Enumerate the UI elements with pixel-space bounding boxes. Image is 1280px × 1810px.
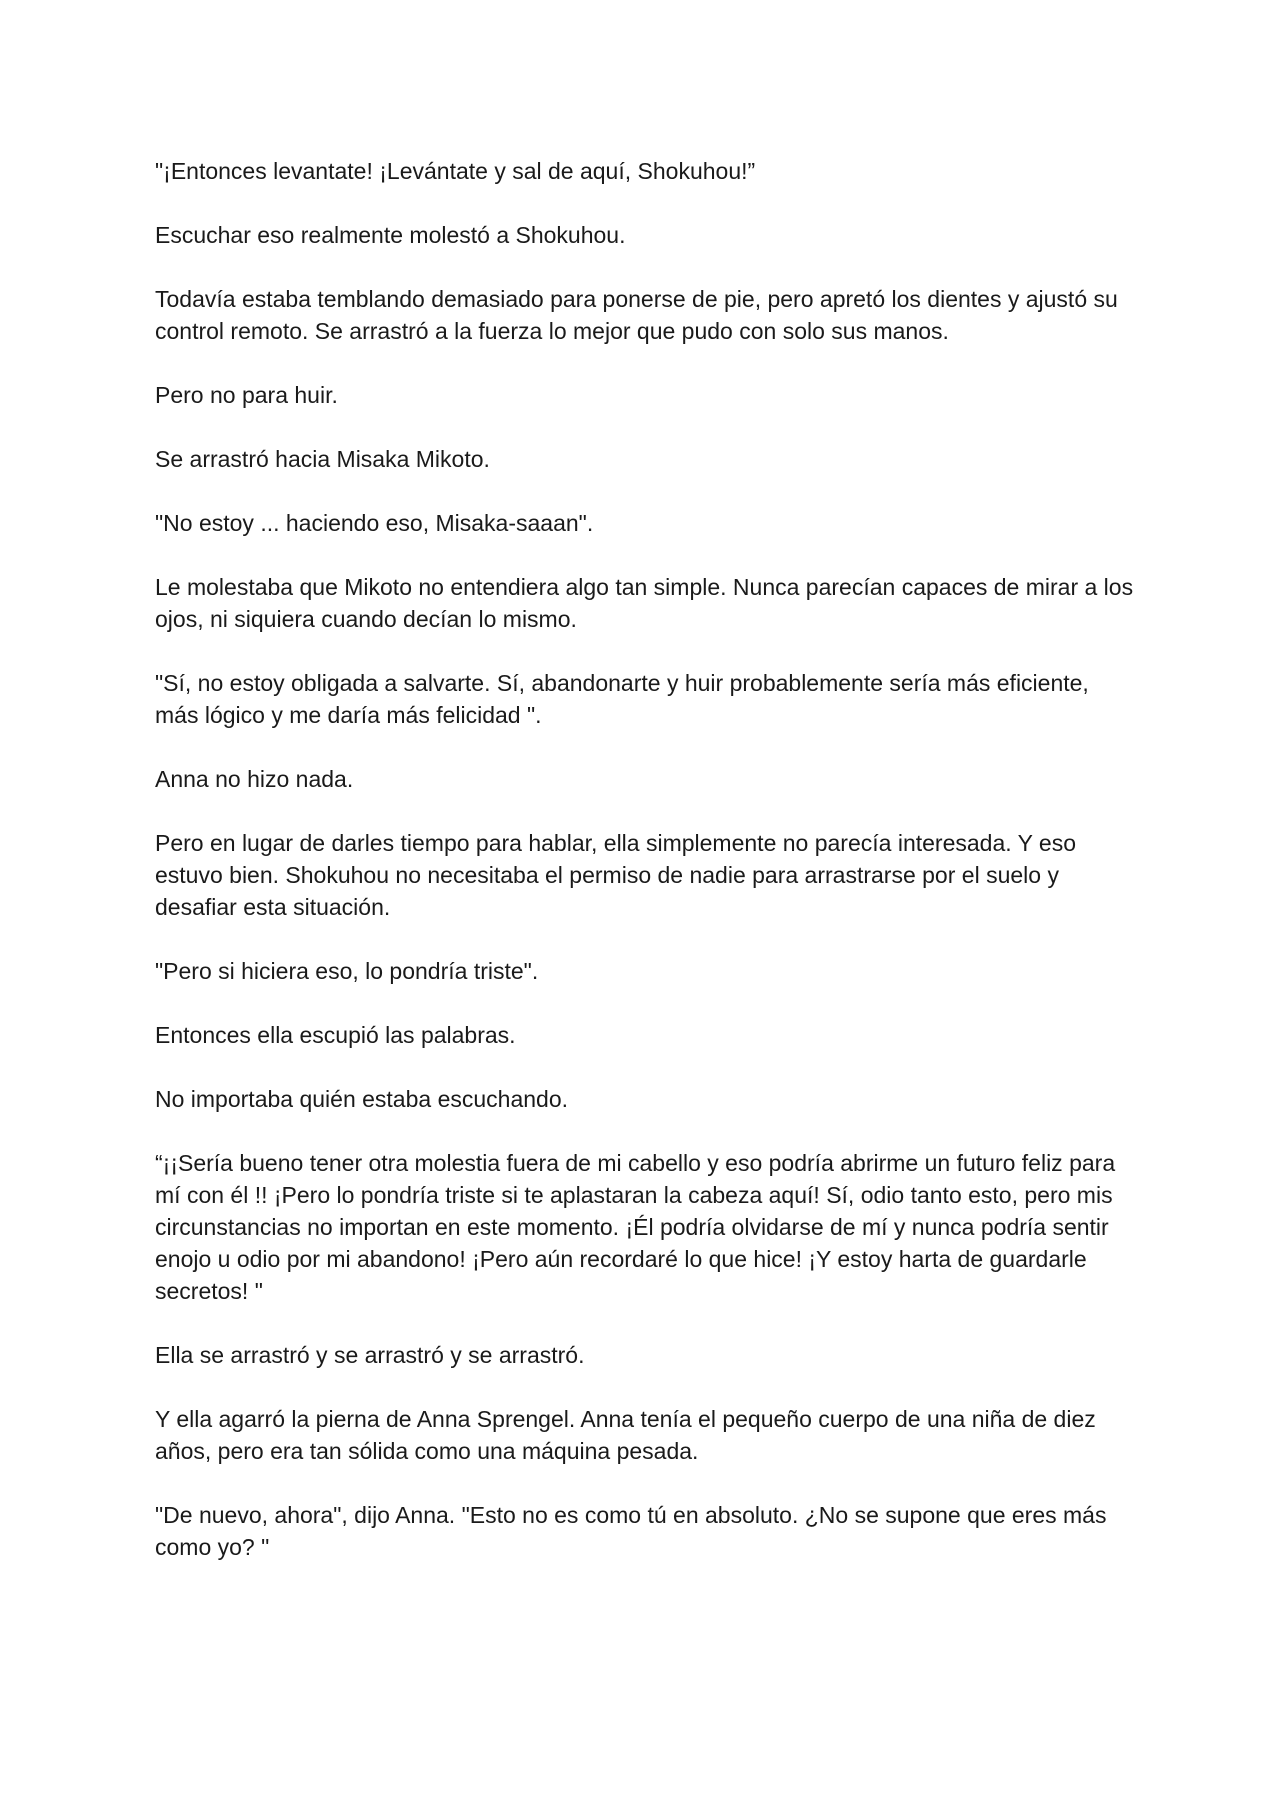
paragraph: Escuchar eso realmente molestó a Shokuhou. — [155, 222, 626, 248]
paragraph: "¡Entonces levantate! ¡Levántate y sal de aquí, Shokuhou!” — [155, 158, 756, 184]
paragraph: "Pero si hiciera eso, lo pondría triste". — [155, 958, 539, 984]
paragraph: Y ella agarró la pierna de Anna Sprengel. Anna tenía el pequeño cuerpo de una niña de diez años, pero era tan sólida como una máquina pesada. — [155, 1406, 1096, 1464]
paragraph: “¡¡Sería bueno tener otra molestia fuera de mi cabello y eso podría abrirme un futuro feliz para mí con él !! ¡Pero lo pondría triste si te aplastaran la cabeza aquí! Sí, odio tanto esto, pero mis circunstancias no importan en este momento. ¡Él podría olvidarse de mí y nunca podría sentir enojo u odio por mi abandono! ¡Pero aún recordaré lo que hice! ¡Y estoy harta de guardarle secretos! " — [155, 1150, 1116, 1304]
document-page — [155, 155, 1135, 1595]
paragraph: "No estoy ... haciendo eso, Misaka-saaan". — [155, 510, 594, 536]
paragraph: Le molestaba que Mikoto no entendiera algo tan simple. Nunca parecían capaces de mirar a los ojos, ni siquiera cuando decían lo mismo. — [155, 574, 1134, 632]
paragraph: Pero no para huir. — [155, 382, 338, 408]
paragraph: Ella se arrastró y se arrastró y se arrastró. — [155, 1342, 585, 1368]
paragraph: Pero en lugar de darles tiempo para hablar, ella simplemente no parecía interesada. Y eso estuvo bien. Shokuhou no necesitaba el permiso de nadie para arrastrarse por el suelo y desafiar esta situación. — [155, 830, 1076, 920]
paragraph: "De nuevo, ahora", dijo Anna. "Esto no es como tú en absoluto. ¿No se supone que eres más como yo? " — [155, 1502, 1107, 1560]
paragraph: Se arrastró hacia Misaka Mikoto. — [155, 446, 490, 472]
paragraph: Entonces ella escupió las palabras. — [155, 1022, 516, 1048]
paragraph: Todavía estaba temblando demasiado para ponerse de pie, pero apretó los dientes y ajustó su control remoto. Se arrastró a la fuerza lo mejor que pudo con solo sus manos. — [155, 286, 1118, 344]
paragraph: No importaba quién estaba escuchando. — [155, 1086, 569, 1112]
paragraph: Anna no hizo nada. — [155, 766, 354, 792]
paragraph: "Sí, no estoy obligada a salvarte. Sí, abandonarte y huir probablemente sería más eficiente, más lógico y me daría más felicidad ". — [155, 670, 1089, 728]
